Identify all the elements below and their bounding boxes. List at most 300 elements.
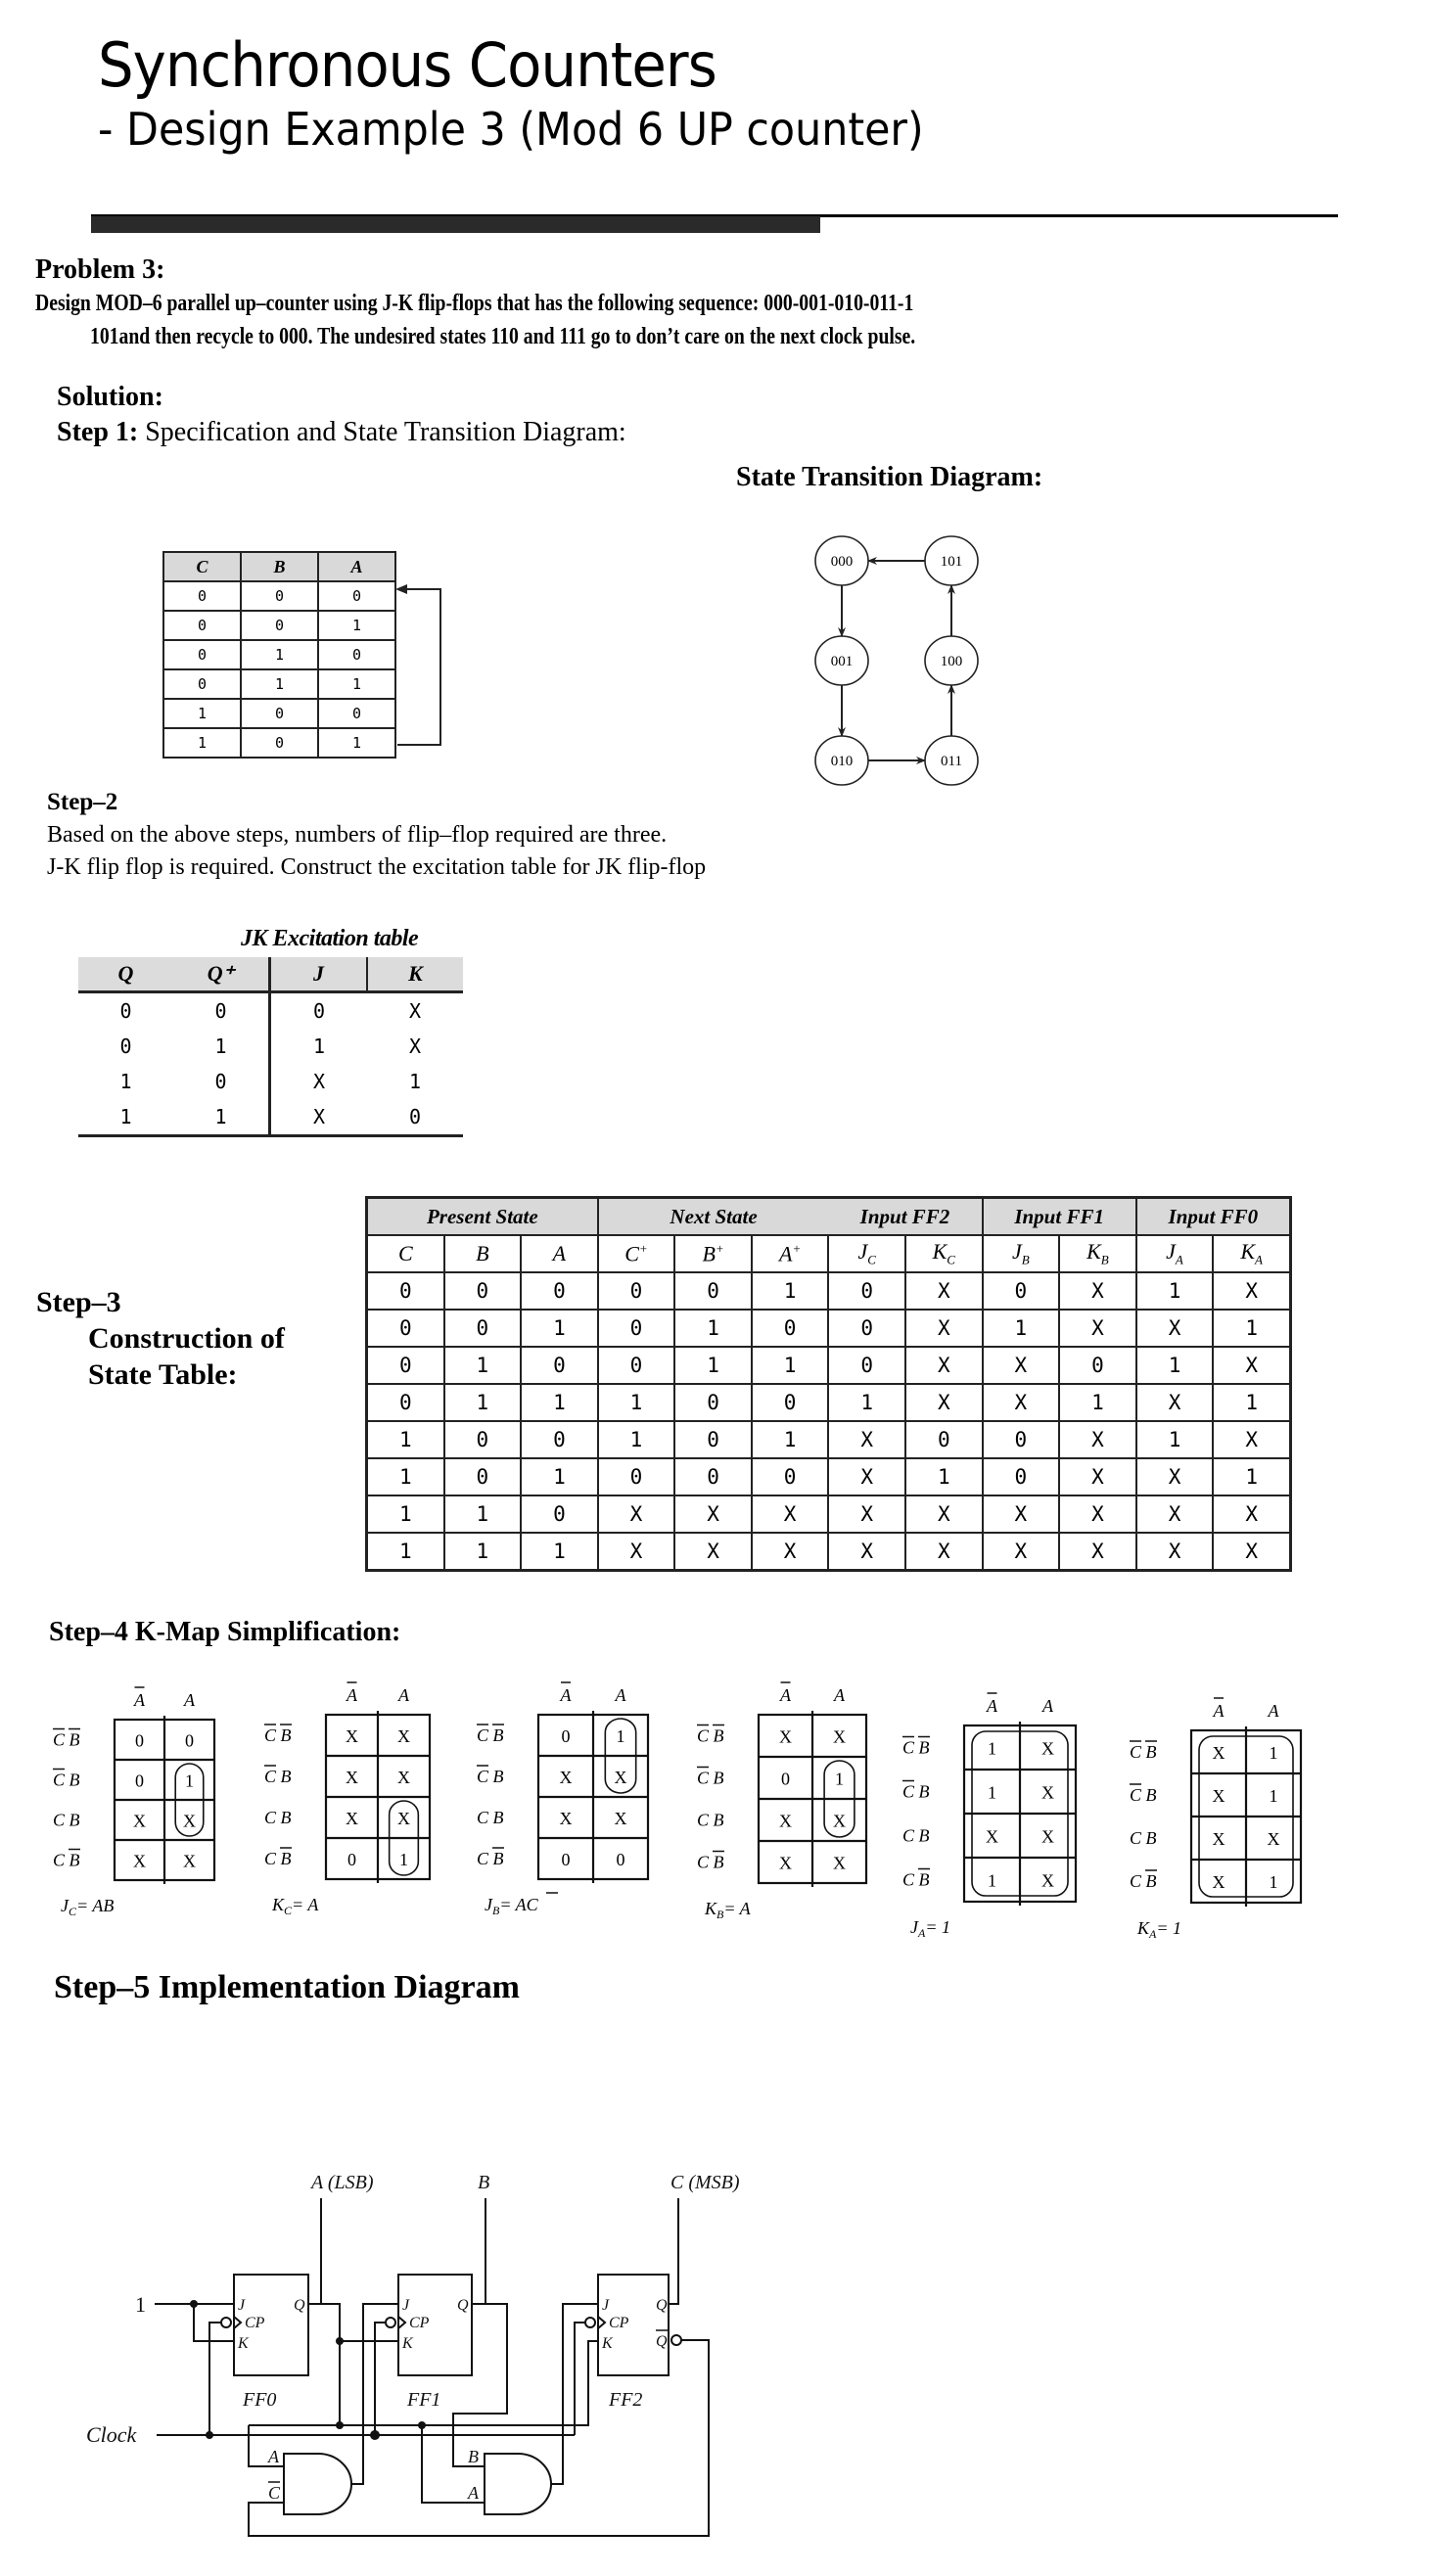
col-main: A: [552, 1241, 567, 1265]
ff2-label: FF2: [609, 2389, 643, 2411]
step3-heading: Step–3: [36, 1286, 121, 1318]
kmap-cell: 0: [616, 1850, 625, 1869]
group-present-state: Present State: [367, 1198, 598, 1236]
row-label: B: [713, 1725, 724, 1746]
junction-dot: [418, 2421, 426, 2429]
state-cell: 0: [444, 1272, 522, 1310]
excitation-cell: 0: [119, 1035, 132, 1058]
eq-main: J: [485, 1895, 492, 1914]
state-cell: 1: [367, 1458, 444, 1495]
kmap-ka: [1118, 1681, 1320, 1952]
ff1-pin-j: J: [402, 2297, 410, 2314]
col-label-a-bar: A: [560, 1685, 572, 1705]
kmap-cell: X: [397, 1768, 410, 1787]
state-cell: 0: [367, 1272, 444, 1310]
state-col-header: [752, 1235, 829, 1272]
sequence-cell: 1: [318, 669, 395, 699]
state-transition-heading: State Transition Diagram:: [736, 462, 1043, 492]
state-cell: 1: [444, 1384, 522, 1421]
step1-text: Specification and State Transition Diagram:: [138, 417, 626, 447]
kmap-cell: X: [833, 1726, 846, 1747]
state-cell: 0: [444, 1421, 522, 1458]
step1-label: Step 1:: [57, 417, 139, 447]
kmap-cell: X: [1041, 1738, 1054, 1759]
row-label: C: [476, 1808, 489, 1827]
state-cell: 0: [598, 1310, 675, 1347]
state-cell: X: [905, 1384, 983, 1421]
state-cell: 0: [828, 1347, 905, 1384]
ff2-pin-j: J: [602, 2297, 610, 2314]
state-cell: 0: [367, 1310, 444, 1347]
step5-heading: Step–5 Implementation Diagram: [54, 1969, 520, 2005]
state-cell: 0: [598, 1272, 675, 1310]
kmap-kc: [253, 1666, 449, 1928]
state-cell: 0: [674, 1272, 752, 1310]
col-sup: +: [715, 1240, 724, 1256]
implementation-circuit: [0, 2134, 803, 2574]
sequence-cell: 0: [241, 699, 318, 728]
col-label-a: A: [184, 1690, 195, 1710]
state-cell: 0: [905, 1421, 983, 1458]
kmap-cell: X: [779, 1811, 792, 1831]
sequence-row: [163, 669, 395, 699]
excitation-cell: 1: [78, 1099, 173, 1136]
state-cell: 1: [521, 1384, 598, 1421]
state-cell: 0: [674, 1458, 752, 1495]
row-label: C: [476, 1767, 489, 1786]
row-label: B: [280, 1808, 292, 1827]
row-label: B: [713, 1768, 724, 1788]
sequence-cell: 0: [163, 669, 241, 699]
excitation-cell: 0: [270, 992, 367, 1030]
row-label: C: [1129, 1785, 1142, 1805]
row-label: C: [901, 1869, 915, 1890]
output-label-a: A (LSB): [311, 2172, 374, 2193]
col-main: K: [1240, 1239, 1256, 1265]
col-label-a: A: [834, 1685, 845, 1705]
row-label: C: [1129, 1871, 1142, 1891]
state-row: [367, 1384, 1291, 1421]
eq-sub: C: [284, 1904, 293, 1917]
kmap-cell: X: [397, 1809, 410, 1828]
excitation-row: [78, 992, 463, 1030]
state-label: 010: [830, 754, 854, 769]
state-col-header: [1213, 1235, 1290, 1272]
header-bar: [91, 216, 820, 233]
kmap-cell: X: [614, 1809, 627, 1828]
col-sub: C: [867, 1252, 876, 1267]
excitation-cell: 0: [214, 1070, 227, 1093]
col-main: J: [1012, 1239, 1022, 1265]
step2-line2: J-K flip flop is required. Construct the excitation table for JK flip-flop: [47, 854, 707, 880]
state-cell: 0: [444, 1458, 522, 1495]
kmap-cell: X: [346, 1726, 358, 1746]
state-cell: X: [983, 1495, 1060, 1533]
state-cell: X: [1213, 1533, 1290, 1571]
kmap-cell: X: [133, 1851, 146, 1871]
state-col-header: [367, 1235, 444, 1272]
kmap-cell: X: [1212, 1829, 1225, 1849]
excitation-cell: X: [270, 1064, 367, 1099]
excitation-cell: 1: [214, 1035, 227, 1058]
sequence-cell: 1: [318, 611, 395, 640]
kmap-jb: [465, 1666, 668, 1928]
eq-main: J: [61, 1896, 69, 1915]
state-cell: X: [1213, 1347, 1290, 1384]
eq-rhs: = A: [723, 1899, 751, 1918]
wire-cp1: [375, 2323, 386, 2435]
kmap-cell: 0: [561, 1726, 571, 1746]
ff2-pin-qbar: Q: [656, 2333, 668, 2350]
excitation-row: [78, 1099, 463, 1136]
cp0-bubble: [221, 2318, 231, 2327]
row-label: B: [713, 1852, 724, 1872]
kmap-cell: X: [986, 1826, 998, 1847]
kmap-equation: [485, 1895, 539, 1917]
eq-main: J: [910, 1917, 918, 1937]
kmap-kb: [685, 1666, 886, 1932]
group-input-ff1: Input FF1: [983, 1198, 1136, 1236]
state-cell: 0: [521, 1272, 598, 1310]
state-cell: X: [674, 1533, 752, 1571]
col-header: C: [163, 552, 241, 581]
excitation-table: [78, 957, 463, 1137]
junction-dot: [336, 2421, 344, 2429]
sequence-cell: 1: [241, 640, 318, 669]
state-cell: 0: [752, 1310, 829, 1347]
state-cell: 1: [521, 1533, 598, 1571]
sequence-row: [163, 640, 395, 669]
state-cell: 1: [521, 1310, 598, 1347]
qbar2-bubble: [671, 2335, 681, 2345]
state-cell: X: [905, 1533, 983, 1571]
state-cell: X: [828, 1495, 905, 1533]
sequence-cell: 0: [241, 611, 318, 640]
state-cell: X: [1059, 1495, 1136, 1533]
state-cell: 1: [367, 1421, 444, 1458]
state-cell: X: [1136, 1384, 1214, 1421]
state-cell: 0: [367, 1384, 444, 1421]
state-cell: 0: [828, 1272, 905, 1310]
kmap-cell: X: [397, 1726, 410, 1746]
problem-heading: Problem 3:: [35, 254, 165, 285]
state-cell: 1: [1213, 1458, 1290, 1495]
col-label-a-bar: A: [780, 1685, 791, 1705]
state-cell: 1: [1136, 1421, 1214, 1458]
problem-statement-line2: 101and then recycle to 000. The undesired states 110 and 111 go to don’t care on the next clock pulse.: [90, 324, 916, 349]
row-label: B: [1145, 1828, 1157, 1848]
state-cell: 0: [752, 1384, 829, 1421]
clock-triangle-ff0: [234, 2317, 241, 2328]
kmap-equation: [61, 1896, 114, 1918]
state-cell: 0: [983, 1421, 1060, 1458]
state-cell: 0: [674, 1384, 752, 1421]
col-label-a-bar: A: [1213, 1701, 1225, 1721]
col-sub: B: [1100, 1252, 1109, 1267]
sequence-cell: 0: [163, 611, 241, 640]
excitation-cell: 0: [214, 999, 227, 1023]
eq-rhs-bar: C: [526, 1895, 538, 1914]
col-main: J: [1166, 1239, 1176, 1265]
kmap-cell: 1: [616, 1726, 625, 1746]
eq-main: K: [1137, 1918, 1150, 1938]
state-cell: 1: [444, 1495, 522, 1533]
ff0-pin-k: K: [238, 2335, 249, 2352]
state-cell: 1: [1213, 1310, 1290, 1347]
row-label: B: [1145, 1785, 1157, 1805]
kmap-cell: 1: [1269, 1786, 1278, 1806]
col-main: C: [397, 1241, 413, 1265]
wire-output-c: [669, 2198, 678, 2304]
state-cell: 1: [1136, 1272, 1214, 1310]
state-col-header: [521, 1235, 598, 1272]
junction-dot: [206, 2431, 213, 2439]
kmap-cell: 1: [835, 1769, 844, 1789]
kmap-cell: X: [346, 1768, 358, 1787]
state-cell: X: [1136, 1495, 1214, 1533]
group-next-state: Next State: [598, 1198, 829, 1236]
row-label: B: [918, 1869, 930, 1890]
kmap-cell: 1: [988, 1870, 996, 1891]
sequence-row: [163, 728, 395, 758]
wire-cp0: [209, 2323, 221, 2435]
sequence-cell: 0: [241, 728, 318, 758]
kmap-cell: 1: [1269, 1872, 1278, 1892]
sequence-cell: 0: [318, 699, 395, 728]
kmap-jc: [41, 1671, 234, 1929]
kmap-cell: 1: [1269, 1743, 1278, 1763]
state-cell: X: [1136, 1458, 1214, 1495]
state-cell: 0: [752, 1458, 829, 1495]
excitation-cell: X: [270, 1099, 367, 1136]
row-label: B: [492, 1725, 504, 1745]
kmap-cell: X: [1041, 1782, 1054, 1803]
ff1-label: FF1: [407, 2389, 441, 2411]
col-header-j: J: [270, 957, 367, 992]
sequence-cell: 1: [163, 728, 241, 758]
col-sub: A: [1255, 1252, 1263, 1267]
kmap-cell: X: [833, 1811, 846, 1831]
wire-cp2: [575, 2323, 585, 2435]
eq-sub: B: [492, 1904, 500, 1917]
state-cell: X: [598, 1495, 675, 1533]
state-col-header: [444, 1235, 522, 1272]
row-label: B: [1145, 1871, 1157, 1891]
state-cell: 1: [367, 1533, 444, 1571]
sequence-cell: 0: [241, 581, 318, 611]
state-cell: 0: [983, 1458, 1060, 1495]
kmap-cell: X: [614, 1768, 627, 1787]
state-row: [367, 1533, 1291, 1571]
state-cell: X: [828, 1458, 905, 1495]
state-label: 001: [830, 654, 854, 669]
excitation-cell: 1: [173, 1099, 270, 1136]
state-cell: 0: [598, 1458, 675, 1495]
kmap-cell: 1: [185, 1771, 194, 1791]
col-label-a-bar: A: [134, 1690, 145, 1710]
eq-sub: C: [69, 1905, 77, 1918]
kmap-cell: X: [1267, 1829, 1280, 1849]
eq-main: K: [705, 1899, 717, 1918]
row-label: B: [492, 1849, 504, 1868]
col-label-a-bar: A: [347, 1685, 357, 1705]
row-label: C: [52, 1770, 66, 1790]
col-sub: A: [1175, 1252, 1183, 1267]
state-cell: X: [905, 1347, 983, 1384]
state-cell: 1: [828, 1384, 905, 1421]
ff2-pin-q: Q: [656, 2297, 668, 2314]
eq-sub: A: [918, 1926, 926, 1940]
ff2-pin-k: K: [602, 2335, 613, 2352]
kmap-cell: 1: [988, 1738, 996, 1759]
state-col-header: [1059, 1235, 1136, 1272]
state-cell: 0: [674, 1421, 752, 1458]
state-cell: X: [1136, 1533, 1214, 1571]
step3-line1: Construction of: [88, 1322, 285, 1355]
kmap-equation: [1136, 1918, 1181, 1941]
kmap-equation: [271, 1895, 319, 1917]
step4-heading: Step–4 K-Map Simplification:: [49, 1617, 401, 1647]
kmap-equation: [910, 1917, 950, 1940]
row-label: B: [492, 1767, 504, 1786]
state-cell: 1: [1136, 1347, 1214, 1384]
excitation-cell: X: [408, 999, 422, 1023]
kmap-cell: 0: [135, 1730, 144, 1751]
and-gate-2: [485, 2454, 551, 2514]
row-label: B: [1145, 1742, 1157, 1762]
output-label-b: B: [478, 2172, 490, 2193]
sequence-row: [163, 611, 395, 640]
row-label: B: [69, 1850, 80, 1870]
sequence-cell: 1: [163, 699, 241, 728]
state-cell: 0: [521, 1347, 598, 1384]
kmap-cell: X: [833, 1853, 846, 1873]
row-label: C: [901, 1825, 915, 1846]
row-label: B: [69, 1770, 80, 1790]
ff1-pin-q: Q: [457, 2297, 469, 2314]
gate1-input-cbar: C: [268, 2483, 281, 2503]
state-cell: 0: [1059, 1347, 1136, 1384]
state-cell: X: [674, 1495, 752, 1533]
kmap-cell: X: [183, 1811, 196, 1831]
state-cell: X: [905, 1310, 983, 1347]
state-row: [367, 1310, 1291, 1347]
row-label: C: [696, 1852, 710, 1872]
col-sup: +: [638, 1240, 648, 1256]
eq-rhs: = 1: [925, 1917, 950, 1937]
excitation-cell: 1: [119, 1070, 132, 1093]
state-cell: 1: [674, 1347, 752, 1384]
state-cell: X: [828, 1533, 905, 1571]
state-cell: X: [1059, 1272, 1136, 1310]
row-label: B: [69, 1810, 80, 1830]
eq-sub: A: [1149, 1927, 1157, 1941]
group-input-ff0: Input FF0: [1136, 1198, 1291, 1236]
kmap-cell: X: [1041, 1826, 1054, 1847]
state-cell: 1: [752, 1272, 829, 1310]
state-col-header: [598, 1235, 675, 1272]
col-header: A: [318, 552, 395, 581]
kmap-cell: X: [1212, 1786, 1225, 1806]
state-row: [367, 1421, 1291, 1458]
col-main: K: [1086, 1239, 1101, 1265]
state-cell: X: [983, 1384, 1060, 1421]
col-header-q-next: Q⁺: [173, 957, 270, 992]
row-label: B: [492, 1808, 504, 1827]
kmap-cell: 0: [135, 1771, 144, 1791]
state-cell: X: [1059, 1421, 1136, 1458]
state-cell: X: [1059, 1310, 1136, 1347]
state-row: [367, 1347, 1291, 1384]
sequence-cell: 0: [318, 581, 395, 611]
state-cell: 0: [367, 1347, 444, 1384]
state-cell: X: [983, 1533, 1060, 1571]
clock-triangle-ff1: [398, 2317, 405, 2328]
row-label: C: [901, 1737, 915, 1758]
col-main: J: [857, 1239, 868, 1265]
state-cell: X: [1059, 1533, 1136, 1571]
excitation-row: [78, 1029, 463, 1064]
state-cell: 1: [752, 1421, 829, 1458]
col-main: B: [476, 1241, 489, 1265]
row-label: C: [1129, 1828, 1142, 1848]
row-label: B: [280, 1849, 292, 1868]
eq-rhs: = A: [292, 1895, 319, 1914]
excitation-cell: X: [408, 1035, 422, 1058]
kmap-cell: 0: [781, 1769, 790, 1789]
ff1-pin-cp: CP: [409, 2315, 430, 2331]
wire-b-to-gate2: [453, 2304, 507, 2466]
kmap-cell: 1: [399, 1850, 408, 1869]
col-sub: B: [1021, 1252, 1030, 1267]
input-one-label: 1: [135, 2292, 146, 2317]
kmap-equation: [704, 1899, 752, 1921]
kmap-cell: 0: [561, 1850, 571, 1869]
row-label: C: [263, 1849, 277, 1868]
state-transition-diagram: [783, 519, 1008, 803]
step2-line1: Based on the above steps, numbers of flip–flop required are three.: [47, 822, 668, 848]
state-cell: 1: [1213, 1384, 1290, 1421]
row-label: C: [476, 1849, 489, 1868]
row-label: B: [918, 1781, 930, 1802]
ff0-pin-q: Q: [294, 2297, 305, 2314]
eq-rhs: = A: [499, 1895, 527, 1914]
clock-triangle-ff2: [598, 2317, 605, 2328]
state-cell: X: [905, 1272, 983, 1310]
col-label-a: A: [1042, 1696, 1053, 1716]
kmap-cell: X: [779, 1853, 792, 1873]
junction-dot: [336, 2337, 344, 2345]
junction-dot: [190, 2300, 198, 2308]
state-cell: X: [1213, 1421, 1290, 1458]
state-cell: X: [1136, 1310, 1214, 1347]
excitation-row: [78, 1064, 463, 1099]
state-row: [367, 1458, 1291, 1495]
step3-line2: State Table:: [88, 1358, 238, 1391]
state-row: [367, 1495, 1291, 1533]
state-label: 101: [940, 554, 963, 570]
state-cell: 0: [521, 1421, 598, 1458]
wire-cbar-to-gate1: [249, 2340, 709, 2536]
state-cell: 1: [752, 1347, 829, 1384]
recycle-arrow: [392, 577, 450, 754]
col-label-a: A: [615, 1685, 626, 1705]
sequence-cell: 0: [163, 640, 241, 669]
kmap-cell: 1: [988, 1782, 996, 1803]
kmap-cell: 0: [185, 1730, 194, 1751]
row-label: C: [263, 1725, 277, 1745]
kmap-cell: X: [1212, 1872, 1225, 1892]
